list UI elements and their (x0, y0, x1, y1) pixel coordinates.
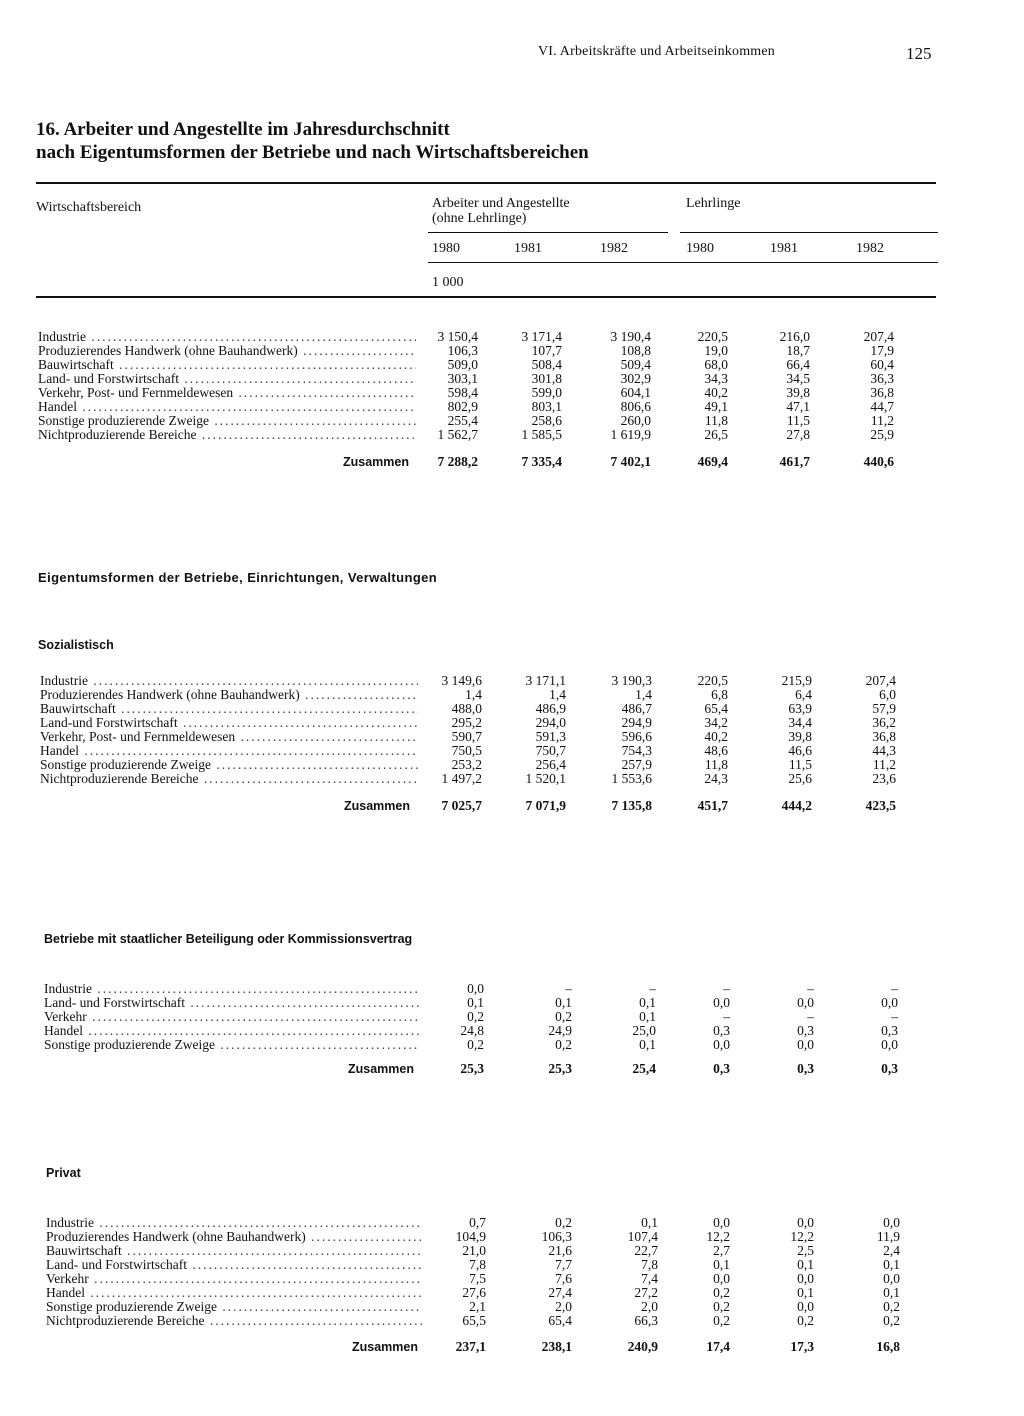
cell: 255,4 (447, 413, 478, 428)
table-row (0, 386, 1024, 400)
cell: 0,2 (883, 1299, 900, 1314)
row-label: Sonstige produzierende Zweige ..... (40, 758, 418, 772)
cell: – (807, 981, 814, 996)
row-label: Sonstige produzierende Zweige ..... (44, 1038, 420, 1052)
total-cell: 423,5 (865, 798, 896, 813)
row-label: Industrie ..... (46, 1216, 422, 1230)
table-row (0, 1286, 1024, 1300)
total-cell: 7 288,2 (437, 454, 478, 469)
cell: 106,3 (447, 343, 478, 358)
cell: 598,4 (447, 385, 478, 400)
cell: 256,4 (535, 757, 566, 772)
cell: 591,3 (535, 729, 566, 744)
cell: 65,4 (548, 1313, 572, 1328)
cell: 750,7 (535, 743, 566, 758)
cell: 104,9 (455, 1229, 486, 1244)
cell: 2,5 (797, 1243, 814, 1258)
cell: 34,5 (786, 371, 810, 386)
column-label-wirtschaftsbereich: Wirtschaftsbereich (36, 200, 142, 215)
cell: 0,0 (797, 995, 814, 1010)
cell: 216,0 (779, 329, 810, 344)
header-bottom-rule (36, 296, 936, 298)
row-label: Produzierendes Handwerk (ohne Bauhandwerk) ..... (40, 688, 418, 702)
row-label: Bauwirtschaft ..... (40, 702, 418, 716)
cell: 7,8 (469, 1257, 486, 1272)
cell: 0,3 (881, 1023, 898, 1038)
table-row (0, 744, 1024, 758)
cell: 66,4 (786, 357, 810, 372)
cell: 63,9 (788, 701, 812, 716)
cell: 0,1 (555, 995, 572, 1010)
cell: 1 520,1 (525, 771, 566, 786)
row-label: Handel ..... (44, 1024, 420, 1038)
cell: 754,3 (621, 743, 652, 758)
cell: 27,4 (548, 1285, 572, 1300)
cell: 302,9 (620, 371, 651, 386)
total-row (0, 799, 1024, 813)
cell: 257,9 (621, 757, 652, 772)
cell: 488,0 (451, 701, 482, 716)
row-label: Handel ..... (38, 400, 416, 414)
cell: 7,5 (469, 1271, 486, 1286)
cell: 6,4 (795, 687, 812, 702)
cell: 34,3 (704, 371, 728, 386)
total-cell: 7 135,8 (611, 798, 652, 813)
cell: 0,0 (881, 1037, 898, 1052)
cell: 44,3 (872, 743, 896, 758)
total-cell: 0,3 (797, 1061, 814, 1076)
cell: 3 171,4 (521, 329, 562, 344)
cell: 0,3 (797, 1023, 814, 1038)
year-header: 1982 (600, 241, 628, 256)
row-label: Industrie ..... (40, 674, 418, 688)
cell: – (649, 981, 656, 996)
cell: 107,4 (627, 1229, 658, 1244)
row-label: Produzierendes Handwerk (ohne Bauhandwerk) ..... (38, 344, 416, 358)
subsection-heading-staatliche-beteiligung: Betriebe mit staatlicher Beteiligung oder Kommissionsvertrag (44, 932, 413, 946)
cell: 1 619,9 (610, 427, 651, 442)
cell: 806,6 (620, 399, 651, 414)
cell: – (723, 1009, 730, 1024)
cell: 107,7 (531, 343, 562, 358)
cell: 2,1 (469, 1299, 486, 1314)
cell: 220,5 (697, 673, 728, 688)
total-cell: 237,1 (455, 1339, 486, 1354)
table-title (36, 118, 589, 164)
cell: 802,9 (447, 399, 478, 414)
cell: 0,1 (797, 1257, 814, 1272)
cell: 803,1 (531, 399, 562, 414)
cell: 0,2 (883, 1313, 900, 1328)
total-row (0, 1340, 1024, 1354)
cell: 1,4 (635, 687, 652, 702)
cell: 65,5 (462, 1313, 486, 1328)
year-header: 1981 (514, 241, 542, 256)
cell: – (891, 981, 898, 996)
cell: 486,7 (621, 701, 652, 716)
cell: 294,0 (535, 715, 566, 730)
cell: 7,7 (555, 1257, 572, 1272)
cell: 0,0 (883, 1271, 900, 1286)
cell: 0,0 (797, 1037, 814, 1052)
cell: 220,5 (697, 329, 728, 344)
cell: 1 497,2 (441, 771, 482, 786)
total-cell: 7 025,7 (441, 798, 482, 813)
cell: 34,4 (788, 715, 812, 730)
cell: 0,2 (555, 1009, 572, 1024)
table-row (0, 1244, 1024, 1258)
row-label: Handel ..... (40, 744, 418, 758)
row-label: Nichtproduzierende Bereiche ..... (40, 772, 418, 786)
group-rule-arbeiter (428, 232, 668, 233)
cell: 60,4 (870, 357, 894, 372)
table-row (0, 358, 1024, 372)
total-row (0, 1062, 1024, 1076)
cell: 750,5 (451, 743, 482, 758)
total-cell: 444,2 (781, 798, 812, 813)
table-title-line-2: nach Eigentumsformen der Betriebe und nach Wirtschaftsbereichen (36, 142, 589, 163)
total-label: Zusammen (344, 799, 410, 813)
row-label: Land- und Forstwirtschaft ..... (46, 1258, 422, 1272)
cell: 11,9 (876, 1229, 900, 1244)
row-label: Land-und Forstwirtschaft ..... (40, 716, 418, 730)
group-header-arbeiter (432, 196, 570, 226)
cell: 36,2 (872, 715, 896, 730)
page-number: 125 (906, 44, 932, 63)
total-cell: 17,4 (706, 1339, 730, 1354)
total-label: Zusammen (348, 1062, 414, 1076)
cell: 0,1 (883, 1285, 900, 1300)
row-label: Bauwirtschaft ..... (38, 358, 416, 372)
cell: 509,4 (620, 357, 651, 372)
group-header-lehrlinge: Lehrlinge (686, 196, 741, 211)
cell: 301,8 (531, 371, 562, 386)
cell: 0,1 (797, 1285, 814, 1300)
cell: 0,1 (641, 1215, 658, 1230)
cell: 0,0 (713, 995, 730, 1010)
total-cell: 0,3 (881, 1061, 898, 1076)
row-label: Industrie ..... (44, 982, 420, 996)
cell: 7,6 (555, 1271, 572, 1286)
table-row (0, 1314, 1024, 1328)
cell: 7,8 (641, 1257, 658, 1272)
cell: 25,9 (870, 427, 894, 442)
cell: 26,5 (704, 427, 728, 442)
cell: 46,6 (788, 743, 812, 758)
cell: 34,2 (704, 715, 728, 730)
cell: 0,2 (555, 1215, 572, 1230)
cell: 2,4 (883, 1243, 900, 1258)
table-row (0, 996, 1024, 1010)
table-row (0, 344, 1024, 358)
cell: 1 562,7 (437, 427, 478, 442)
cell: 57,9 (872, 701, 896, 716)
cell: 596,6 (621, 729, 652, 744)
cell: 0,0 (883, 1215, 900, 1230)
cell: 22,7 (634, 1243, 658, 1258)
cell: 1 585,5 (521, 427, 562, 442)
total-label: Zusammen (352, 1340, 418, 1354)
cell: 0,0 (797, 1271, 814, 1286)
cell: – (807, 1009, 814, 1024)
cell: 0,0 (797, 1215, 814, 1230)
cell: 47,1 (786, 399, 810, 414)
cell: 260,0 (620, 413, 651, 428)
cell: 3 171,1 (525, 673, 566, 688)
cell: 0,0 (713, 1271, 730, 1286)
cell: 21,6 (548, 1243, 572, 1258)
table-row (0, 730, 1024, 744)
cell: 294,9 (621, 715, 652, 730)
cell: 11,2 (872, 757, 896, 772)
cell: 27,8 (786, 427, 810, 442)
row-label: Land- und Forstwirtschaft ..... (38, 372, 416, 386)
total-cell: 25,3 (548, 1061, 572, 1076)
table-title-line-1: 16. Arbeiter und Angestellte im Jahresdurchschnitt (36, 119, 450, 140)
total-cell: 17,3 (790, 1339, 814, 1354)
cell: 23,6 (872, 771, 896, 786)
cell: 590,7 (451, 729, 482, 744)
cell: 0,1 (639, 1037, 656, 1052)
cell: 3 190,4 (610, 329, 651, 344)
cell: 11,5 (786, 413, 810, 428)
table-row (0, 1300, 1024, 1314)
year-header: 1980 (686, 241, 714, 256)
table-row (0, 1230, 1024, 1244)
cell: 0,7 (469, 1215, 486, 1230)
total-cell: 469,4 (697, 454, 728, 469)
cell: 3 190,3 (611, 673, 652, 688)
row-label: Sonstige produzierende Zweige ..... (46, 1300, 422, 1314)
total-label: Zusammen (343, 455, 409, 469)
total-cell: 0,3 (713, 1061, 730, 1076)
section-heading-eigentumsformen: Eigentumsformen der Betriebe, Einrichtungen, Verwaltungen (38, 570, 438, 585)
cell: 3 150,4 (437, 329, 478, 344)
cell: 604,1 (620, 385, 651, 400)
cell: 253,2 (451, 757, 482, 772)
cell: – (723, 981, 730, 996)
table-row (0, 1010, 1024, 1024)
subsection-heading-sozialistisch: Sozialistisch (38, 638, 114, 652)
cell: 2,0 (555, 1299, 572, 1314)
cell: 0,1 (883, 1257, 900, 1272)
cell: 6,0 (879, 687, 896, 702)
total-row (0, 455, 1024, 469)
row-label: Nichtproduzierende Bereiche ..... (46, 1314, 422, 1328)
cell: 0,2 (797, 1313, 814, 1328)
total-cell: 440,6 (863, 454, 894, 469)
cell: 486,9 (535, 701, 566, 716)
cell: 11,8 (704, 413, 728, 428)
cell: 68,0 (704, 357, 728, 372)
table-row (0, 1024, 1024, 1038)
cell: 0,0 (713, 1215, 730, 1230)
cell: 0,1 (639, 995, 656, 1010)
cell: 0,3 (713, 1023, 730, 1038)
cell: 2,0 (641, 1299, 658, 1314)
table-row (0, 400, 1024, 414)
cell: 0,0 (881, 995, 898, 1010)
cell: 0,2 (467, 1037, 484, 1052)
cell: 27,6 (462, 1285, 486, 1300)
table-row (0, 982, 1024, 996)
total-cell: 451,7 (697, 798, 728, 813)
cell: 24,3 (704, 771, 728, 786)
row-label: Sonstige produzierende Zweige ..... (38, 414, 416, 428)
total-cell: 25,3 (460, 1061, 484, 1076)
cell: 599,0 (531, 385, 562, 400)
total-cell: 461,7 (779, 454, 810, 469)
header-top-rule (36, 182, 936, 184)
row-label: Nichtproduzierende Bereiche ..... (38, 428, 416, 442)
cell: 11,2 (870, 413, 894, 428)
cell: 27,2 (634, 1285, 658, 1300)
table-row (0, 702, 1024, 716)
cell: 207,4 (865, 673, 896, 688)
cell: 3 149,6 (441, 673, 482, 688)
cell: 0,2 (713, 1299, 730, 1314)
table-row (0, 772, 1024, 786)
cell: 48,6 (704, 743, 728, 758)
cell: 258,6 (531, 413, 562, 428)
cell: 108,8 (620, 343, 651, 358)
cell: 21,0 (462, 1243, 486, 1258)
table-row (0, 674, 1024, 688)
total-cell: 238,1 (541, 1339, 572, 1354)
cell: 0,2 (713, 1313, 730, 1328)
cell: 36,8 (872, 729, 896, 744)
cell: 66,3 (634, 1313, 658, 1328)
table-row (0, 1216, 1024, 1230)
cell: 17,9 (870, 343, 894, 358)
row-label: Verkehr ..... (46, 1272, 422, 1286)
cell: 508,4 (531, 357, 562, 372)
cell: 11,8 (704, 757, 728, 772)
total-cell: 16,8 (876, 1339, 900, 1354)
cell: 19,0 (704, 343, 728, 358)
cell: 39,8 (786, 385, 810, 400)
cell: 7,4 (641, 1271, 658, 1286)
cell: 12,2 (790, 1229, 814, 1244)
cell: 0,0 (797, 1299, 814, 1314)
row-label: Verkehr, Post- und Fernmeldewesen ..... (40, 730, 418, 744)
table-row (0, 372, 1024, 386)
cell: 106,3 (541, 1229, 572, 1244)
cell: 12,2 (706, 1229, 730, 1244)
cell: 24,8 (460, 1023, 484, 1038)
cell: 24,9 (548, 1023, 572, 1038)
year-header: 1980 (432, 241, 460, 256)
table-row (0, 1038, 1024, 1052)
cell: 40,2 (704, 385, 728, 400)
group-rule-lehrlinge (680, 232, 938, 233)
table-row (0, 428, 1024, 442)
cell: 303,1 (447, 371, 478, 386)
cell: 0,0 (467, 981, 484, 996)
cell: 0,1 (639, 1009, 656, 1024)
cell: 1,4 (465, 687, 482, 702)
row-label: Handel ..... (46, 1286, 422, 1300)
cell: 0,2 (467, 1009, 484, 1024)
group-header-arbeiter-line-1: Arbeiter und Angestellte (432, 196, 570, 211)
row-label: Bauwirtschaft ..... (46, 1244, 422, 1258)
cell: 295,2 (451, 715, 482, 730)
table-row (0, 688, 1024, 702)
year-header: 1982 (856, 241, 884, 256)
table-row (0, 414, 1024, 428)
cell: 25,0 (632, 1023, 656, 1038)
cell: 0,2 (555, 1037, 572, 1052)
cell: 509,0 (447, 357, 478, 372)
total-cell: 7 071,9 (525, 798, 566, 813)
row-label: Verkehr ..... (44, 1010, 420, 1024)
years-rule (428, 262, 938, 263)
cell: 0,2 (713, 1285, 730, 1300)
row-label: Industrie ..... (38, 330, 416, 344)
cell: 65,4 (704, 701, 728, 716)
cell: – (565, 981, 572, 996)
cell: 1,4 (549, 687, 566, 702)
table-row (0, 1258, 1024, 1272)
total-cell: 7 335,4 (521, 454, 562, 469)
cell: 6,8 (711, 687, 728, 702)
table-row (0, 330, 1024, 344)
cell: 0,1 (713, 1257, 730, 1272)
total-cell: 25,4 (632, 1061, 656, 1076)
cell: 39,8 (788, 729, 812, 744)
cell: – (891, 1009, 898, 1024)
cell: 18,7 (786, 343, 810, 358)
unit-label: 1 000 (432, 275, 464, 290)
subsection-heading-privat: Privat (46, 1166, 81, 1180)
table-row (0, 758, 1024, 772)
cell: 40,2 (704, 729, 728, 744)
cell: 2,7 (713, 1243, 730, 1258)
cell: 11,5 (788, 757, 812, 772)
running-title: VI. Arbeitskräfte und Arbeitseinkommen (538, 44, 775, 59)
row-label: Produzierendes Handwerk (ohne Bauhandwerk) ..... (46, 1230, 422, 1244)
table-row (0, 1272, 1024, 1286)
cell: 207,4 (863, 329, 894, 344)
cell: 36,3 (870, 371, 894, 386)
cell: 44,7 (870, 399, 894, 414)
cell: 49,1 (704, 399, 728, 414)
total-cell: 240,9 (627, 1339, 658, 1354)
row-label: Verkehr, Post- und Fernmeldewesen ..... (38, 386, 416, 400)
row-label: Land- und Forstwirtschaft ..... (44, 996, 420, 1010)
group-header-arbeiter-line-2: (ohne Lehrlinge) (432, 211, 527, 226)
cell: 1 553,6 (611, 771, 652, 786)
total-cell: 7 402,1 (610, 454, 651, 469)
cell: 0,1 (467, 995, 484, 1010)
cell: 215,9 (781, 673, 812, 688)
cell: 0,0 (713, 1037, 730, 1052)
year-header: 1981 (770, 241, 798, 256)
table-row (0, 716, 1024, 730)
cell: 25,6 (788, 771, 812, 786)
cell: 36,8 (870, 385, 894, 400)
